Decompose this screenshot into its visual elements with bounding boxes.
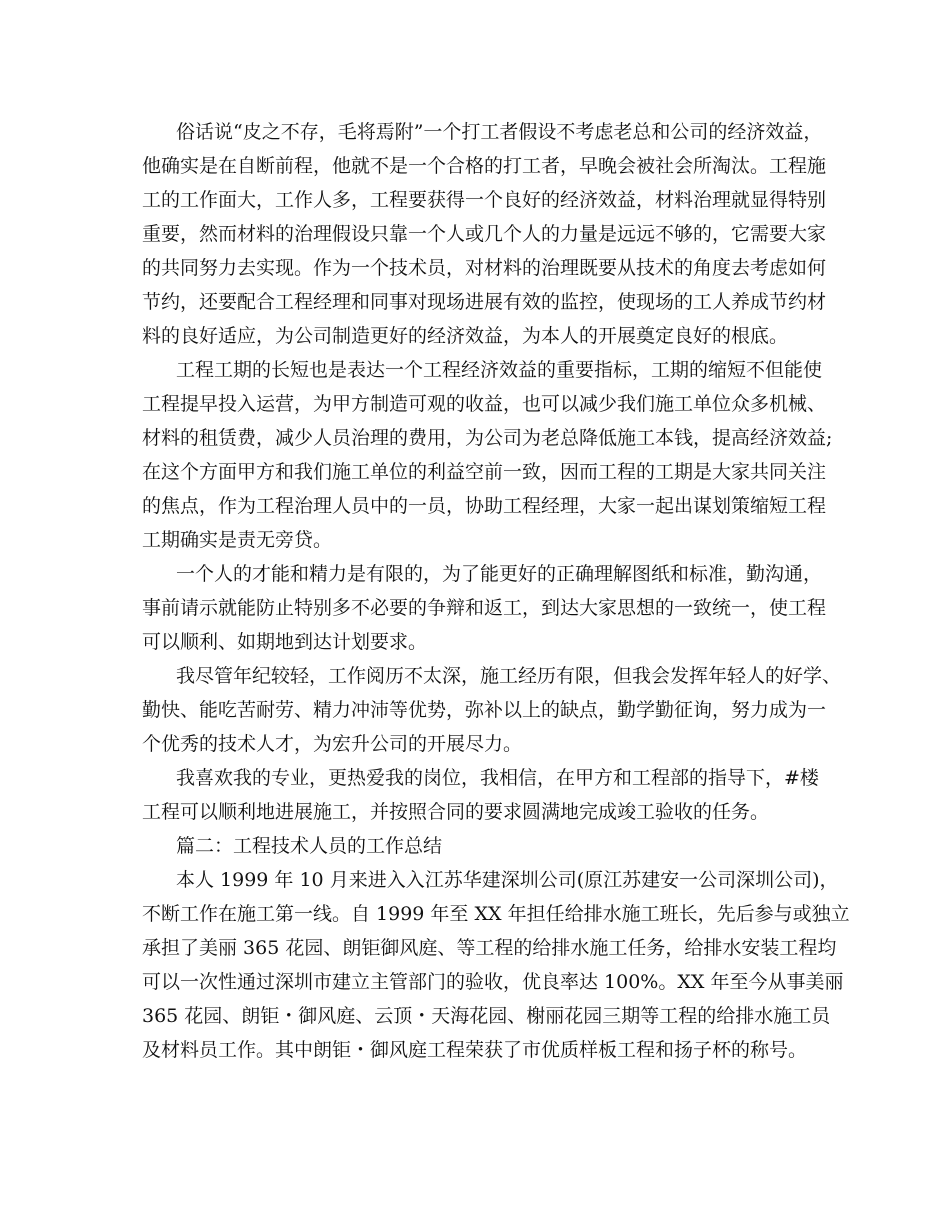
text-line: 他确实是在自断前程，他就不是一个合格的打工者，早晚会被社会所淘汰。工程施 (142, 155, 827, 177)
text-line: 俗话说“皮之不存，毛将焉附”一个打工者假设不考虑老总和公司的经济效益， (176, 121, 823, 143)
text-line: 工程可以顺利地进展施工，并按照合同的要求圆满地完成竣工验收的任务。 (142, 801, 770, 823)
text-line: 工期确实是责无旁贷。 (142, 529, 333, 551)
text-line: 不断工作在施工第一线。自 1999 年至 XX 年担任给排水施工班长，先后参与或独立 (142, 903, 850, 925)
text-line: 工的工作面大，工作人多，工程要获得一个良好的经济效益，材料治理就显得特别 (142, 189, 827, 211)
text-line: 工程工期的长短也是表达一个工程经济效益的重要指标，工期的缩短不但能使 (176, 359, 823, 381)
text-line: 的焦点，作为工程治理人员中的一员，协助工程经理，大家一起出谋划策缩短工程 (142, 495, 827, 517)
text-line: 我尽管年纪较轻，工作阅历不太深，施工经历有限，但我会发挥年轻人的好学、 (176, 665, 842, 687)
text-line: 在这个方面甲方和我们施工单位的利益空前一致，因而工程的工期是大家共同关注 (142, 461, 827, 483)
text-line: 可以顺利、如期地到达计划要求。 (142, 631, 428, 653)
section-heading: 篇二：工程技术人员的工作总结 (176, 835, 443, 857)
text-line: 事前请示就能防止特别多不必要的争辩和返工，到达大家思想的一致统一，使工程 (142, 597, 827, 619)
document-body (142, 115, 850, 1067)
text-line: 材料的租赁费，减少人员治理的费用，为公司为老总降低施工本钱，提高经济效益; (142, 427, 833, 449)
text-line: 可以一次性通过深圳市建立主管部门的验收，优良率达 100%。XX 年至今从事美丽 (142, 971, 844, 993)
text-line: 勤快、能吃苦耐劳、精力冲沛等优势，弥补以上的缺点，勤学勤征询，努力成为一 (142, 699, 827, 721)
text-line: 本人 1999 年 10 月来进入入江苏华建深圳公司(原江苏建安一公司深圳公司)， (176, 869, 839, 891)
text-line: 个优秀的技术人才，为宏升公司的开展尽力。 (142, 733, 523, 755)
text-line: 的共同努力去实现。作为一个技术员，对材料的治理既要从技术的角度去考虑如何 (142, 257, 827, 279)
text-line: 重要，然而材料的治理假设只靠一个人或几个人的力量是远远不够的，它需要大家 (142, 223, 827, 245)
text-line: 及材料员工作。其中朗钜・御风庭工程荣获了市优质样板工程和扬子杯的称号。 (142, 1039, 808, 1061)
text-line: 承担了美丽 365 花园、朗钜御风庭、等工程的给排水施工任务，给排水安装工程均 (142, 937, 837, 959)
text-line: 节约，还要配合工程经理和同事对现场进展有效的监控，使现场的工人养成节约材 (142, 291, 827, 313)
text-line: 365 花园、朗钜・御风庭、云顶・天海花园、榭丽花园三期等工程的给排水施工员 (142, 1005, 831, 1027)
text-line: 工程提早投入运营，为甲方制造可观的收益，也可以减少我们施工单位众多机械、 (142, 393, 827, 415)
text-line: 我喜欢我的专业，更热爱我的岗位，我相信，在甲方和工程部的指导下，#楼 (176, 767, 819, 789)
text-line: 料的良好适应，为公司制造更好的经济效益，为本人的开展奠定良好的根底。 (142, 325, 789, 347)
text-line: 一个人的才能和精力是有限的，为了能更好的正确理解图纸和标准，勤沟通， (176, 563, 823, 585)
